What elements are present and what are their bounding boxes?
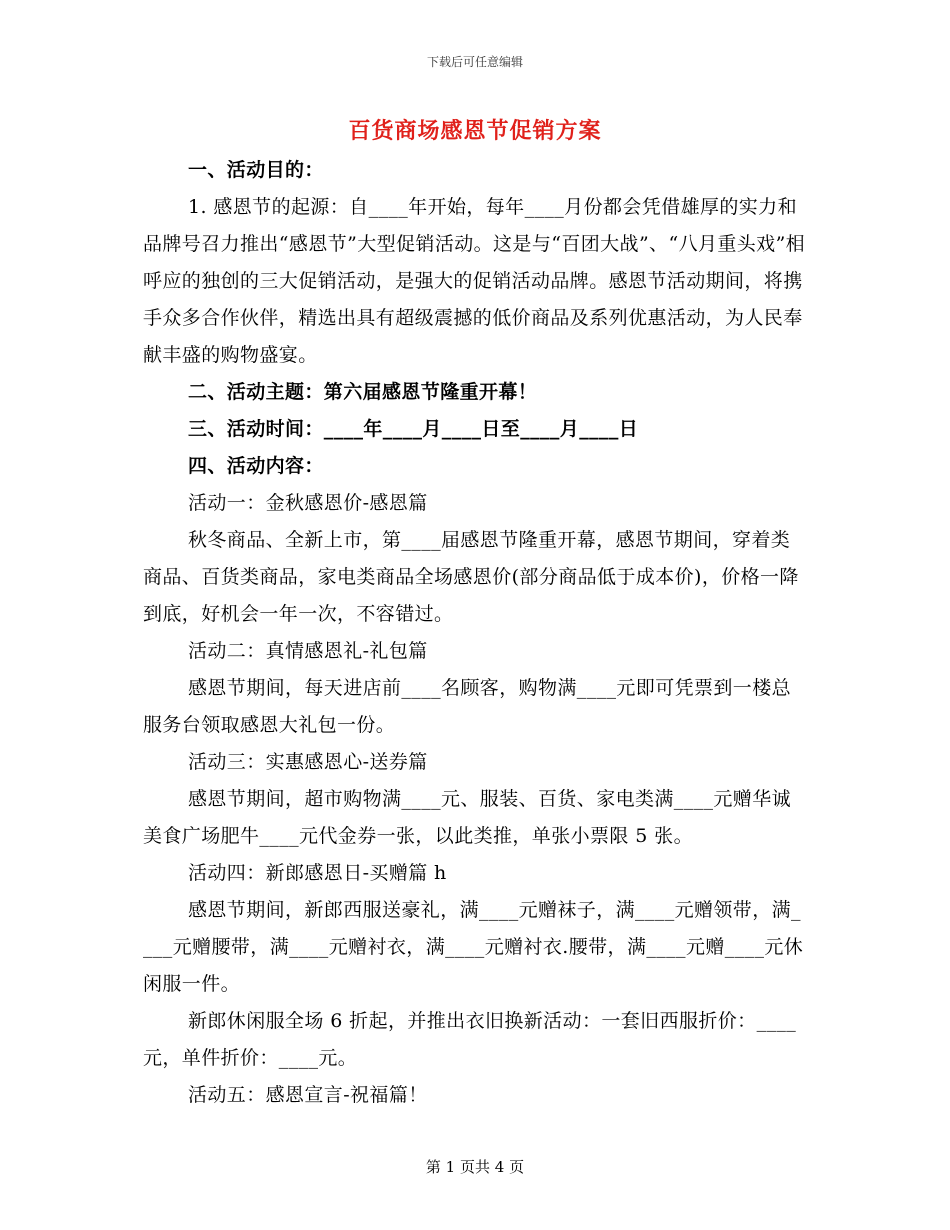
section-heading-time: 三、活动时间：____年____月____日至____月____日 xyxy=(188,418,639,440)
activity-3-text: 感恩节期间，超市购物满____元、服装、百货、家电类满____元赠华诚美食广场肥牛____元代金券一张，以此类推，单张小票限 5 张。 xyxy=(143,788,792,847)
activity-5-title: 活动五：感恩宣言-祝福篇！ xyxy=(188,1084,428,1106)
activity-4-casual-text: 新郎休闲服全场 6 折起，并推出衣旧换新活动：一套旧西服折价：____元，单件折价：____元。 xyxy=(143,1010,797,1069)
section-heading-theme: 二、活动主题：第六届感恩节隆重开幕！ xyxy=(188,381,538,403)
activity-1-title: 活动一：金秋感恩价-感恩篇 xyxy=(188,492,428,514)
activity-4-title: 活动四：新郎感恩日-买赠篇 h xyxy=(188,862,447,884)
activity-2-text: 感恩节期间，每天进店前____名顾客，购物满____元即可凭票到一楼总服务台领取感恩大礼包一份。 xyxy=(143,677,792,736)
header-note: 下载后可任意编辑 xyxy=(426,55,523,69)
activity-1-text: 秋冬商品、全新上市，第____届感恩节隆重开幕，感恩节期间，穿着类商品、百货类商品，家电类商品全场感恩价(部分商品低于成本价)，价格一降到底，好机会一年一次，不容错过。 xyxy=(143,529,799,625)
activity-3-title: 活动三：实惠感恩心-送券篇 xyxy=(188,751,428,773)
document-body xyxy=(143,152,808,1114)
document-title: 百货商场感恩节促销方案 xyxy=(348,118,602,144)
section-heading-content: 四、活动内容： xyxy=(188,455,324,477)
page-footer: 第 1 页共 4 页 xyxy=(425,1158,525,1176)
paragraph-origin: 1. 感恩节的起源：自____年开始，每年____月份都会凭借雄厚的实力和品牌号召力推出“感恩节”大型促销活动。这是与“百团大战”、“八月重头戏”相呼应的独创的三大促销活动，是强大的促销活动品牌。感恩节活动期间，将携手众多合作伙伴，精选出具有超级震撼的低价商品及系列优惠活动，为人民奉献丰盛的购物盛宴。 xyxy=(143,196,806,366)
section-heading-purpose: 一、活动目的： xyxy=(188,159,324,181)
activity-2-title: 活动二：真情感恩礼-礼包篇 xyxy=(188,640,428,662)
activity-4-text: 感恩节期间，新郎西服送豪礼，满____元赠袜子，满____元赠领带，满____元赠腰带，满____元赠衬衣，满____元赠衬衣.腰带，满____元赠____元休闲服一件。 xyxy=(143,899,804,995)
